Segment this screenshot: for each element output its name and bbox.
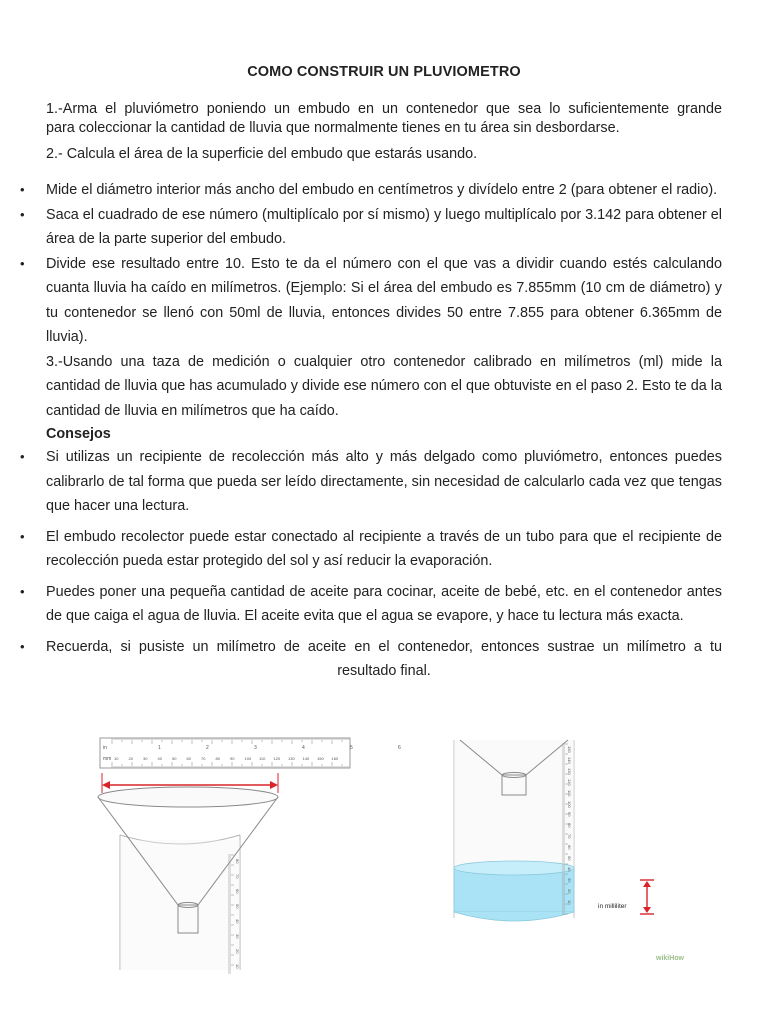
ruler-mm-label: 20	[128, 756, 133, 761]
scale-label: 10	[235, 964, 240, 969]
bullet: •	[20, 182, 25, 197]
scale-label: 140	[567, 757, 572, 764]
scale-label: 130	[567, 768, 572, 775]
ruler-mm-label: 90	[230, 756, 235, 761]
scale-label: 20	[235, 949, 240, 954]
scale-label: 40	[567, 867, 572, 872]
scale-label: 80	[567, 823, 572, 828]
ruler-inch-label: 2	[206, 745, 209, 751]
scale-label: 60	[567, 845, 572, 850]
bullet-text: Mide el diámetro interior más ancho del embudo en centímetros y divídelo entre 2 (para obtener el radio).	[46, 182, 718, 198]
bullet-text: Divide ese resultado entre 10. Esto te da el número con el que vas a dividir cuando estés calculando cuanta lluvia ha caído en milímetros. (Ejemplo: Si el área del embudo es 7.855mm (10 cm de diámetro) y tu contenedor se llenó con 50ml de lluvia, entonces divides 50 entre 7.855 para obtener 6.365mm de lluvia).	[46, 255, 722, 345]
ruler-mm-label: 50	[172, 756, 177, 761]
ruler	[100, 738, 350, 768]
scale-label: 20	[567, 889, 572, 894]
instructions-list	[0, 178, 768, 684]
bullet-text: Recuerda, si pusiste un milímetro de aceite en el contenedor, entonces sustrae un milímetro a tu	[46, 638, 722, 655]
ruler-mm-label: 120	[273, 756, 281, 761]
bullet-text: Puedes poner una pequeña cantidad de aceite para cocinar, aceite de bebé, etc. en el contenedor antes de que caiga el agua de lluvia. El aceite evita que el agua se evapore, y hace tu lectura más exacta.	[46, 583, 722, 624]
tips-heading: Consejos	[46, 426, 111, 442]
ruler-mm-label: 150	[317, 756, 324, 761]
ruler-mm-label: 160	[331, 756, 339, 761]
step-1-line-1: 1.-Arma el pluviómetro poniendo un embudo en un contenedor que sea lo suficientemente grande	[46, 101, 722, 117]
ruler-mm-label: 110	[259, 756, 266, 761]
ruler-inch-label: 4	[302, 745, 305, 751]
ruler-mm-label: 40	[157, 756, 162, 761]
list-item	[0, 252, 722, 350]
list-item	[0, 635, 722, 660]
ruler-inch-label: 6	[398, 745, 401, 751]
bullet: •	[20, 255, 25, 271]
ruler-inch-label: 3	[254, 745, 257, 751]
funnel-ruler-figure	[40, 735, 401, 970]
scale-label: 30	[235, 934, 240, 939]
list-item	[0, 178, 722, 203]
scale-label: 10	[567, 900, 572, 905]
scale-label: 30	[567, 878, 572, 883]
list-item	[0, 445, 722, 519]
scale-label: 40	[235, 919, 240, 924]
scale-label: 110	[567, 790, 572, 797]
bullet: •	[20, 583, 25, 599]
ruler-mm-label: 140	[302, 756, 310, 761]
list-item-continuation	[0, 659, 722, 684]
ruler-mm-label: 70	[201, 756, 206, 761]
bullet: •	[20, 206, 25, 222]
bullet: •	[20, 449, 25, 464]
list-item	[0, 203, 722, 252]
ruler-inch-label: 1	[158, 745, 161, 751]
scale-label: 100	[567, 801, 572, 808]
bullet-text: Si utilizas un recipiente de recolección más alto y más delgado como pluviómetro, entonces puedes calibrarlo de tal forma que pueda ser leído directamente, sin necesidad de calcularlo cada vez que tengas que hacer una lectura.	[46, 449, 722, 514]
bullet: •	[20, 638, 25, 654]
bullet: •	[20, 528, 25, 544]
ruler-mm-label: 100	[244, 756, 252, 761]
bullet-text: resultado final.	[337, 663, 431, 679]
scale-label: 90	[567, 812, 572, 817]
scale-label: 120	[567, 779, 572, 786]
ruler-mm-label: 10	[114, 756, 119, 761]
graduated-cylinder-figure	[440, 740, 710, 970]
scale-label: 150	[567, 746, 572, 753]
water-label: in milliliter	[598, 903, 627, 910]
ruler-mm-label: 80	[215, 756, 220, 761]
step-1-line-2: para coleccionar la cantidad de lluvia que normalmente tienes en tu área sin desbordarse.	[46, 120, 620, 136]
bullet-text: El embudo recolector puede estar conectado al recipiente a través de un tubo para que el recipiente de recolección pueda estar protegido del sol y así reducir la evaporación.	[46, 528, 722, 569]
scale-label: 60	[235, 889, 240, 894]
scale-label: 70	[235, 874, 240, 879]
scale-label: 80	[235, 859, 240, 864]
scale-label: 50	[567, 856, 572, 861]
ruler-units-mm: mm	[103, 756, 112, 762]
ruler-inch-label: 5	[350, 745, 353, 751]
ruler-mm-label: 130	[288, 756, 295, 761]
list-item	[0, 580, 722, 629]
watermark: wikiHow	[656, 955, 685, 962]
ruler-mm-label: 30	[143, 756, 148, 761]
page-title: COMO CONSTRUIR UN PLUVIOMETRO	[247, 64, 521, 80]
step-3: 3.-Usando una taza de medición o cualquier otro contenedor calibrado en milímetros (ml) mide la cantidad de lluvia que has acumulado y divide ese número con el que obtuviste en el paso 2. Esto te da la cantidad de lluvia en milímetros que ha caído.	[46, 353, 723, 419]
scale-label: 70	[567, 834, 572, 839]
ruler-mm-label: 60	[186, 756, 191, 761]
scale-label: 50	[235, 904, 240, 909]
list-item	[0, 525, 722, 574]
bullet-text: Saca el cuadrado de ese número (multiplícalo por sí mismo) y luego multiplícalo por 3.142 para obtener el área de la parte superior del embudo.	[46, 206, 722, 247]
step-2: 2.- Calcula el área de la superficie del embudo que estarás usando.	[46, 146, 478, 162]
ruler-units-in: in	[103, 745, 107, 751]
water	[454, 861, 574, 921]
